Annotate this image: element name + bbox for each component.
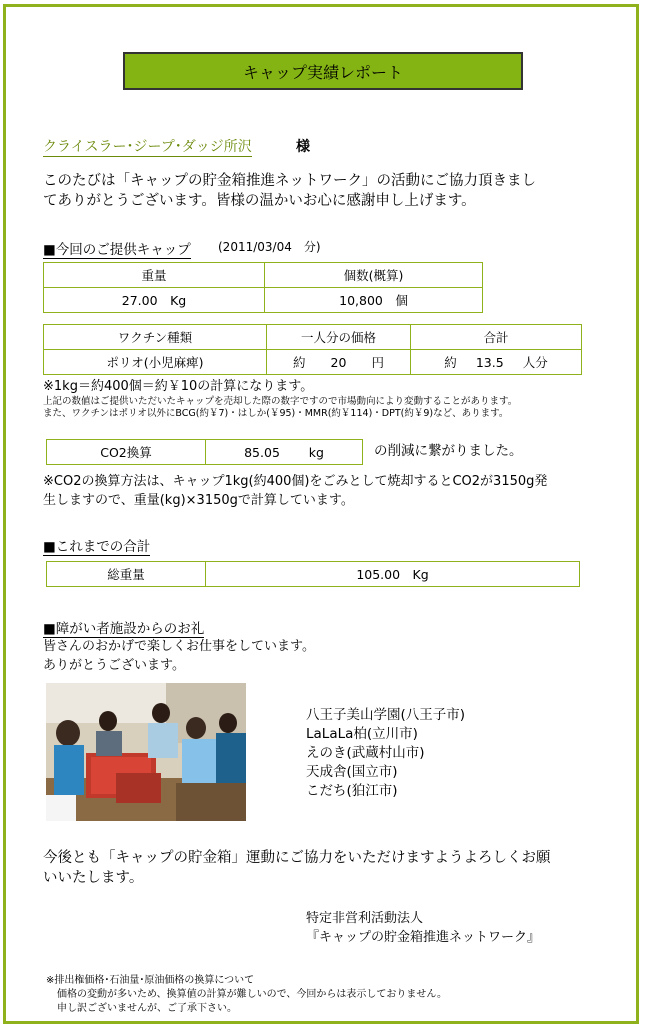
price-disclaimer-line-1: 上記の数値はご提供いただいたキャップを売却した際の数字ですので市場動向により変動することがあります。 — [43, 396, 518, 407]
table-row — [47, 562, 580, 587]
footnote — [46, 974, 447, 1016]
total-cell — [411, 350, 582, 375]
intro-line-2: てありがとうございます。皆様の温かいお心に感謝申し上げます。 — [43, 193, 476, 209]
table-row — [44, 263, 483, 288]
co2-label: CO2換算 — [47, 440, 206, 465]
price-cell — [267, 350, 411, 375]
vaccine-table — [43, 324, 582, 375]
count-value: 10,800 個 — [265, 288, 483, 313]
report-title: キャップ実績レポート — [242, 62, 403, 82]
total-value: 13.5 — [475, 355, 504, 370]
co2-value-cell — [206, 440, 363, 465]
co2-unit: kg — [308, 444, 324, 460]
list-item: えのき(武蔵村山市) — [306, 745, 425, 761]
closing-line-1: 今後とも「キャップの貯金箱」運動にご協力をいただけますようよろしくお願 — [43, 850, 551, 866]
organization-signature — [306, 909, 540, 947]
price-prefix: 約 — [293, 355, 306, 370]
co2-value: 85.05 — [244, 444, 280, 460]
table-row — [47, 440, 363, 465]
total-unit: 人分 — [522, 355, 548, 370]
current-table — [43, 262, 483, 313]
calc-note: ※1kg＝約400個＝約￥10の計算になります。 — [43, 379, 314, 394]
price-disclaimer — [43, 396, 517, 420]
list-item: 天成舎(国立市) — [306, 764, 398, 780]
col-weight-header: 重量 — [44, 263, 265, 288]
total-prefix: 約 — [444, 355, 457, 370]
thanks-heading — [43, 617, 204, 637]
price-value: 20 — [330, 355, 347, 370]
thanks-heading-text: ■障がい者施設からのお礼 — [43, 621, 205, 637]
list-item: LaLaLa柏(立川市) — [306, 726, 418, 742]
current-date: (2011/03/04 分) — [218, 240, 321, 254]
co2-method-line-1: ※CO2の換算方法は、キャップ1kg(約400個)をごみとして焼却するとCO2が3150g発 — [43, 474, 548, 489]
intro-line-1: このたびは「キャップの貯金箱推進ネットワーク」の活動にご協力頂きまし — [43, 173, 536, 189]
price-unit: 円 — [371, 355, 384, 370]
list-item: 八王子美山学園(八王子市) — [306, 707, 466, 723]
col-total-header: 合計 — [411, 325, 582, 350]
recipient-name: クライスラー･ジープ･ダッジ所沢 — [43, 136, 252, 157]
footnote-line-3: 申し訳ございませんが、ご了承下さい。 — [57, 1003, 237, 1014]
closing-text — [43, 848, 551, 888]
thanks-line-2: ありがとうございます。 — [43, 658, 185, 673]
thanks-line-1: 皆さんのおかげで楽しくお仕事をしています。 — [43, 639, 315, 654]
intro-text — [43, 171, 536, 211]
vaccine-type-value: ポリオ(小児麻痺) — [44, 350, 267, 375]
workshop-photo — [46, 683, 246, 821]
col-count-header: 個数(概算) — [265, 263, 483, 288]
footnote-line-1: ※排出権価格･石油量･原油価格の換算について — [46, 975, 255, 986]
total-heading — [43, 535, 150, 555]
co2-table — [46, 439, 363, 465]
honorific: 様 — [296, 139, 310, 155]
footnote-line-2: 価格の変動が多いため、換算値の計算が難しいので、今回からは表示しておりません。 — [57, 989, 447, 1000]
organization-line-2: 『キャップの貯金箱推進ネットワーク』 — [306, 930, 541, 945]
table-row — [44, 288, 483, 313]
list-item: こだち(狛江市) — [306, 783, 398, 799]
total-heading-text: ■これまでの合計 — [43, 539, 151, 555]
table-row — [44, 350, 582, 375]
co2-method-line-2: 生しますので、重量(kg)×3150gで計算しています。 — [43, 493, 354, 508]
thanks-text — [43, 637, 315, 675]
total-table — [46, 561, 580, 587]
co2-suffix: の削減に繋がりました。 — [374, 443, 523, 459]
report-title-box — [123, 52, 523, 90]
col-vaccine-type-header: ワクチン種類 — [44, 325, 267, 350]
organization-line-1: 特定非営利活動法人 — [306, 911, 424, 926]
table-row — [44, 325, 582, 350]
total-weight-label: 総重量 — [47, 562, 206, 587]
closing-line-2: いいたします。 — [43, 870, 144, 886]
co2-method-note — [43, 472, 547, 510]
weight-value: 27.00 Kg — [44, 288, 265, 313]
current-heading-text: ■今回のご提供キャップ — [43, 242, 191, 258]
workshop-photo-illustration — [46, 683, 246, 821]
total-weight-value: 105.00 Kg — [206, 562, 580, 587]
col-price-header: 一人分の価格 — [267, 325, 411, 350]
facility-list — [306, 706, 465, 801]
current-heading — [43, 238, 191, 258]
price-disclaimer-line-2: また、ワクチンはポリオ以外にBCG(約￥7)・はしか(￥95)・MMR(約￥114)・DPT(約￥9)など、あります。 — [43, 408, 509, 419]
